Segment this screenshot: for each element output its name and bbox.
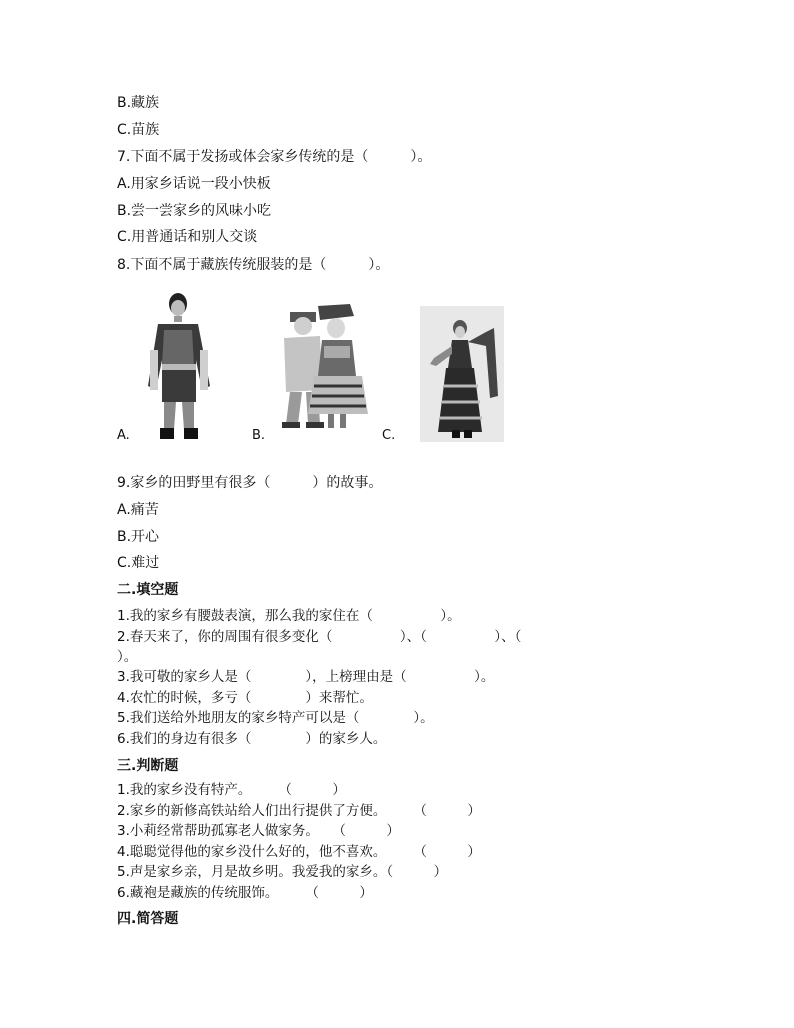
judge-item-4: 4.聪聪觉得他的家乡没什么好的，他不喜欢。 （ ）	[117, 844, 481, 860]
q8-label-c: C.	[382, 428, 396, 443]
q7-option-b: B.尝一尝家乡的风味小吃	[117, 203, 272, 219]
judge-item-1: 1.我的家乡没有特产。 （ ）	[117, 782, 346, 798]
judge-item-2: 2.家乡的新修高铁站给人们出行提供了方便。 （ ）	[117, 803, 481, 819]
q9-option-c: C.难过	[117, 555, 160, 571]
q6-option-c: C.苗族	[117, 122, 160, 138]
q8-label-b: B.	[252, 428, 266, 443]
fill-item-2-cont: ）。	[117, 649, 138, 665]
q8-stem: 8.下面不属于藏族传统服装的是（ ）。	[117, 257, 390, 273]
section2-heading: 二.填空题	[117, 582, 179, 598]
q9-stem: 9.家乡的田野里有很多（ ）的故事。	[117, 475, 383, 491]
q7-option-c: C.用普通话和别人交谈	[117, 229, 258, 245]
fill-item-3: 3.我可敬的家乡人是（ ），上榜理由是（ ）。	[117, 669, 495, 685]
section4-heading: 四.简答题	[117, 911, 179, 927]
fill-item-6: 6.我们的身边有很多（ ）的家乡人。	[117, 731, 387, 747]
q8-label-a: A.	[117, 428, 130, 443]
q7-stem: 7.下面不属于发扬或体会家乡传统的是（ ）。	[117, 149, 432, 165]
fill-item-4: 4.农忙的时候，多亏（ ）来帮忙。	[117, 690, 373, 706]
judge-item-6: 6.藏袍是藏族的传统服饰。 （ ）	[117, 885, 373, 901]
section3-heading: 三.判断题	[117, 758, 179, 774]
figure-a-tibetan-man	[140, 290, 220, 442]
q6-option-b: B.藏族	[117, 95, 160, 111]
fill-item-2: 2.春天来了，你的周围有很多变化（ ）、（ ）、（	[117, 629, 522, 645]
q7-option-a: A.用家乡话说一段小快板	[117, 176, 271, 192]
fill-item-1: 1.我的家乡有腰鼓表演，那么我的家住在（ ）。	[117, 608, 461, 624]
q9-option-a: A.痛苦	[117, 502, 159, 518]
judge-item-3: 3.小莉经常帮助孤寡老人做家务。 （ ）	[117, 823, 400, 839]
q9-option-b: B.开心	[117, 529, 160, 545]
figure-b-miao-couple	[276, 302, 372, 432]
fill-item-5: 5.我们送给外地朋友的家乡特产可以是（ ）。	[117, 710, 434, 726]
judge-item-5: 5.声是家乡亲，月是故乡明。我爱我的家乡。（ ）	[117, 864, 448, 880]
figure-c-tibetan-dancer	[420, 306, 504, 442]
